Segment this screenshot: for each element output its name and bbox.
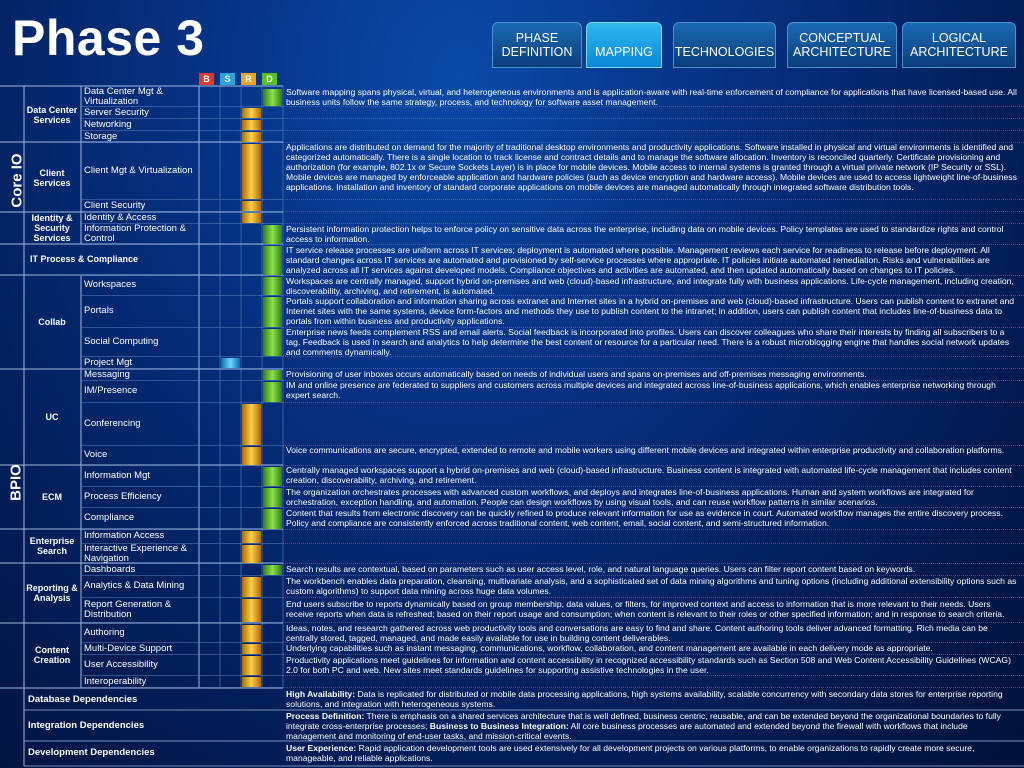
tab-mapping[interactable]: MAPPING <box>586 22 662 68</box>
tab-phase-definition[interactable]: PHASE DEFINITION <box>492 22 582 68</box>
level-mark-d <box>263 329 282 356</box>
description-messaging: Provisioning of user inboxes occurs automatically based on needs of individual users and spans on-premises and off-premises messaging environments. <box>286 369 867 379</box>
group-enterprise-search: Enterprise Search <box>29 536 75 556</box>
description-analytics: The workbench enables data preparation, cleansing, multivariate analysis, and a sophisticated set of data mining algorithms and tuning options (including additional extensibility options such as custom algorithms) to support data mining across huge data volumes. <box>286 576 1017 596</box>
section-core-io: Core IO <box>8 153 26 208</box>
dependency-integration-body: There is emphasis on a shared services architecture that is well defined, business centric, reusable, and can be extended beyond the organizational boundaries to fully integrate cross-enterprise processes; <box>286 711 1001 731</box>
description-information-mgt: Centrally managed workspaces support a hybrid on-premises and web (cloud)-based infrastructure. Business content is integrated with automated life-cycle management that includes content creation, discoverability, archiving, and retirement. <box>286 465 1012 485</box>
row-label-identity-access: Identity & Access <box>84 211 157 223</box>
dependency-integration-lead2: Business to Business Integration: <box>429 721 569 731</box>
row-label-user-accessibility: User Accessibility <box>84 659 158 670</box>
level-s-header: S <box>220 73 235 85</box>
dependency-development-label: Development Dependencies <box>28 746 155 758</box>
row-label-messaging: Messaging <box>84 368 130 380</box>
description-voice: Voice communications are secure, encrypted, extended to remote and mobile workers using different mobile devices and integrated within enterprise productivity and collaboration platforms. <box>286 445 1005 455</box>
level-mark-d <box>263 382 282 402</box>
level-r-header: R <box>241 73 256 85</box>
row-label-authoring: Authoring <box>84 627 125 638</box>
row-label-portals: Portals <box>84 305 114 316</box>
level-mark-d <box>263 565 282 575</box>
level-mark-r <box>242 545 261 563</box>
row-label-compliance: Compliance <box>84 512 135 523</box>
level-mark-r <box>242 656 261 675</box>
row-label-workspaces: Workspaces <box>84 279 137 290</box>
tab-technologies[interactable]: TECHNOLOGIES <box>673 22 776 68</box>
description-dashboards: Search results are contextual, based on parameters such as user access level, role, and natural language queries. Users can filter report content based on keywords. <box>286 564 916 574</box>
group-collab: Collab <box>38 317 66 327</box>
row-label-networking: Networking <box>84 118 132 130</box>
section-bpio: BPIO <box>7 464 25 501</box>
level-mark-r <box>242 120 261 130</box>
level-mark-r <box>242 577 261 597</box>
page-title: Phase 3 <box>12 10 205 66</box>
group-content-creation: Content Creation <box>33 645 71 665</box>
group-it-process: IT Process & Compliance <box>30 254 139 264</box>
level-mark-r <box>242 201 261 211</box>
row-label-information-mgt: Information Mgt <box>84 470 150 481</box>
description-compliance: Content that results from electronic discovery can be quickly refined to produce relevant information for use as evidence in court. Automated workflow manages the entire discovery process. Policy and compliance are consistently enforced across traditional content, web content, email, social content, and semi-structured information. <box>286 508 1003 528</box>
description-client-mgt: Applications are distributed on demand for the majority of traditional desktop environments and productivity applications. Software installed in physical and virtual environments is identified and categorized automatically. There is a single location to track license and contract details and to manage the software allocation. Inventory is reconciled quarterly. Certificate provisioning and authorization (for example, 802.1x or Secure Sockets Layer) is in place for mobile devices. Mobile access to internal systems is granted through a virtual private network (IP Security or SSL). Mobile devices are managed by enforceable application and hardware policies (such as device encryption and hardware access). Mobile devices are used to access lightweight line-of-business applications. Installation and inventory of standard corporate applications on mobile devices are managed automatically through integrated software distribution tools. <box>286 142 1017 192</box>
level-mark-r <box>242 404 261 445</box>
description-info-protection: Persistent information protection helps to enforce policy on sensitive data across the enterprise, including data on mobile devices. Policy templates are used to standardize rights and control access to information. <box>286 224 1004 244</box>
level-mark-r <box>242 677 261 687</box>
dependency-development-text <box>286 743 1020 765</box>
row-label-info-protection: Information Protection & Control <box>84 222 186 244</box>
row-label-multi-device: Multi-Device Support <box>84 642 173 654</box>
description-workspaces: Workspaces are centrally managed, support hybrid on-premises and web (cloud)-based infrastructure, and integrate fully with business applications. Life-cycle management, including creation, discoverability, archiving, and retirement, is automated. <box>286 276 1014 296</box>
description-it-process: IT service release processes are uniform across IT services; deployment is automated where possible. Management reviews each service for readiness to release before deployment. All standard changes across IT services are automated and provisioned by self-service processes where appropriate. IT policies initiate automated remediation. Risks and vulnerabilities are analyzed across all IT services against developed models. Compliance objectives and activities are automated, and then updated automatically based on changes to IT policies. <box>286 245 990 275</box>
row-label-voice: Voice <box>84 449 108 460</box>
row-label-interactive-experience: Interactive Experience & Navigation <box>84 543 187 564</box>
level-mark-d <box>263 488 282 507</box>
description-dc-mgt: Software mapping spans physical, virtual, and heterogeneous environments and is application-aware with real-time enforcement of compliance for applications that have licensed-based use. All business units follow the same strategy, process, and technology for software asset management. <box>286 87 1017 107</box>
description-im-presence: IM and online presence are federated to suppliers and customers across multiple devices and integrated across line-of-business applications, which enables enterprise networking through expert search. <box>286 380 996 400</box>
group-client-services: Client Services <box>33 167 71 188</box>
dependency-integration-label: Integration Dependencies <box>28 719 145 731</box>
description-user-accessibility: Productivity applications meet guidelines for information and content accessibility in recognized accessibility standards such as Section 508 and Web Content Accessibility Guidelines (WCAG) 2.0 for both PC and web. New sites meet standards guidelines for supporting assistive technologies in the user. <box>286 655 1011 675</box>
level-mark-r <box>242 108 261 118</box>
group-reporting-analysis: Reporting & Analysis <box>26 583 78 603</box>
dependency-development-lead: User Experience: <box>286 743 357 753</box>
row-label-report-generation: Report Generation & Distribution <box>84 599 172 620</box>
group-ecm: ECM <box>42 492 62 502</box>
row-label-interoperability: Interoperability <box>84 675 147 687</box>
row-label-dc-mgt: Data Center Mgt & Virtualization <box>84 86 163 107</box>
dependency-database-text <box>286 689 1020 709</box>
level-mark-d <box>263 89 282 106</box>
group-uc: UC <box>45 412 59 422</box>
description-process-efficiency: The organization orchestrates processes with advanced custom workflows, and deploys and integrates line-of-business applications. Human and system workflows are integrated for orchestration, exception handling, and automation. People can design workflows by using visual tools, and can reuse workflow patterns in similar scenarios. <box>286 487 974 507</box>
description-authoring: Ideas, notes, and research gathered across web productivity tools and conversations are easy to find and share. Content authoring tools deliver advanced formatting. Rich media can be centrally stored, tagged, managed, and made easily available for use in building content deliverables. <box>286 623 988 643</box>
row-label-client-mgt: Client Mgt & Virtualization <box>84 165 193 176</box>
level-mark-r <box>242 132 261 142</box>
dependency-database-body: Data is replicated for distributed or mobile data processing applications, high systems availability, scalable concurrency with secondary data stores for enterprise reporting solutions, and integration with heterogeneous systems. <box>286 689 1003 709</box>
level-mark-d <box>263 370 282 380</box>
level-mark-d <box>263 277 282 295</box>
row-label-client-security: Client Security <box>84 199 146 211</box>
level-d-header: D <box>262 73 277 85</box>
row-label-analytics: Analytics & Data Mining <box>84 580 185 591</box>
level-mark-r <box>242 447 261 465</box>
tab-logical-architecture[interactable]: LOGICAL ARCHITECTURE <box>902 22 1016 68</box>
row-label-server-security: Server Security <box>84 106 149 118</box>
description-portals: Portals support collaboration and information sharing across extranet and Internet sites in a hybrid on-premises and web (cloud)-based infrastructure. Users can publish content to extranet and Internet sites with the same systems, device form-factors and methods they use to publish content to the intranet; in addition, users can publish content that includes line-of-business data to portals from within business and productivity applications. <box>286 296 1014 326</box>
row-label-information-access: Information Access <box>84 530 165 541</box>
level-mark-r <box>242 213 261 223</box>
level-mark-r <box>242 599 261 622</box>
tab-conceptual-architecture[interactable]: CONCEPTUAL ARCHITECTURE <box>787 22 897 68</box>
row-label-project-mgt: Project Mgt <box>84 356 133 368</box>
row-label-process-efficiency: Process Efficiency <box>84 491 162 502</box>
group-identity-security: Identity & Security Services <box>31 213 73 243</box>
group-data-center-services: Data Center Services <box>26 105 78 125</box>
level-mark-s <box>221 358 240 368</box>
level-mark-d <box>263 467 282 486</box>
level-mark-r <box>242 531 261 543</box>
row-label-storage: Storage <box>84 130 118 142</box>
level-b-header: B <box>199 73 214 85</box>
description-report-generation: End users subscribe to reports dynamically based on group membership, data values, or filters, for improved context and access to information that is more relevant to their needs. Users receive reports when data is refreshed; based on their report usage and consumption; when content is relevant to their roles or other specified information; and in response to search criteria. <box>286 599 1005 619</box>
level-mark-d <box>263 297 282 327</box>
level-mark-r <box>242 144 261 199</box>
dependency-integration-lead: Process Definition: <box>286 711 365 721</box>
dependency-development-body: Rapid application development tools are used extensively for all development projects on various platforms, to enable organizations to rapidly create more secure, manageable, and reliable applications. <box>286 743 975 763</box>
dependency-database-lead: High Availability: <box>286 689 356 699</box>
description-social-computing: Enterprise news feeds complement RSS and email alerts. Social feedback is incorporated into profiles. Users can discover colleagues who share their interests by finding all subscribers to a tag. Feedback is used in search and analytics to help determine the best content or resource for a particular need. There is a robust microblogging engine that handles social network updates and comments dynamically. <box>286 327 1010 357</box>
description-multi-device: Underlying capabilities such as instant messaging, communications, workflow, collaboration, and content management are available in each delivery mode as appropriate. <box>286 643 933 653</box>
level-mark-d <box>263 225 282 244</box>
row-label-social-computing: Social Computing <box>84 336 159 347</box>
row-label-dashboards: Dashboards <box>84 563 136 575</box>
row-label-im-presence: IM/Presence <box>84 385 138 396</box>
dependency-integration-body2: All core business processes are automated and extended beyond the firewall with workflows that include management and monitoring of end-user tasks, and mission-critical events. <box>286 721 968 741</box>
level-mark-r <box>242 644 261 654</box>
row-label-conferencing: Conferencing <box>84 418 141 429</box>
dependency-database-label: Database Dependencies <box>28 693 138 705</box>
dependency-integration-text <box>286 711 1020 741</box>
level-mark-d <box>263 509 282 529</box>
level-mark-r <box>242 625 261 642</box>
